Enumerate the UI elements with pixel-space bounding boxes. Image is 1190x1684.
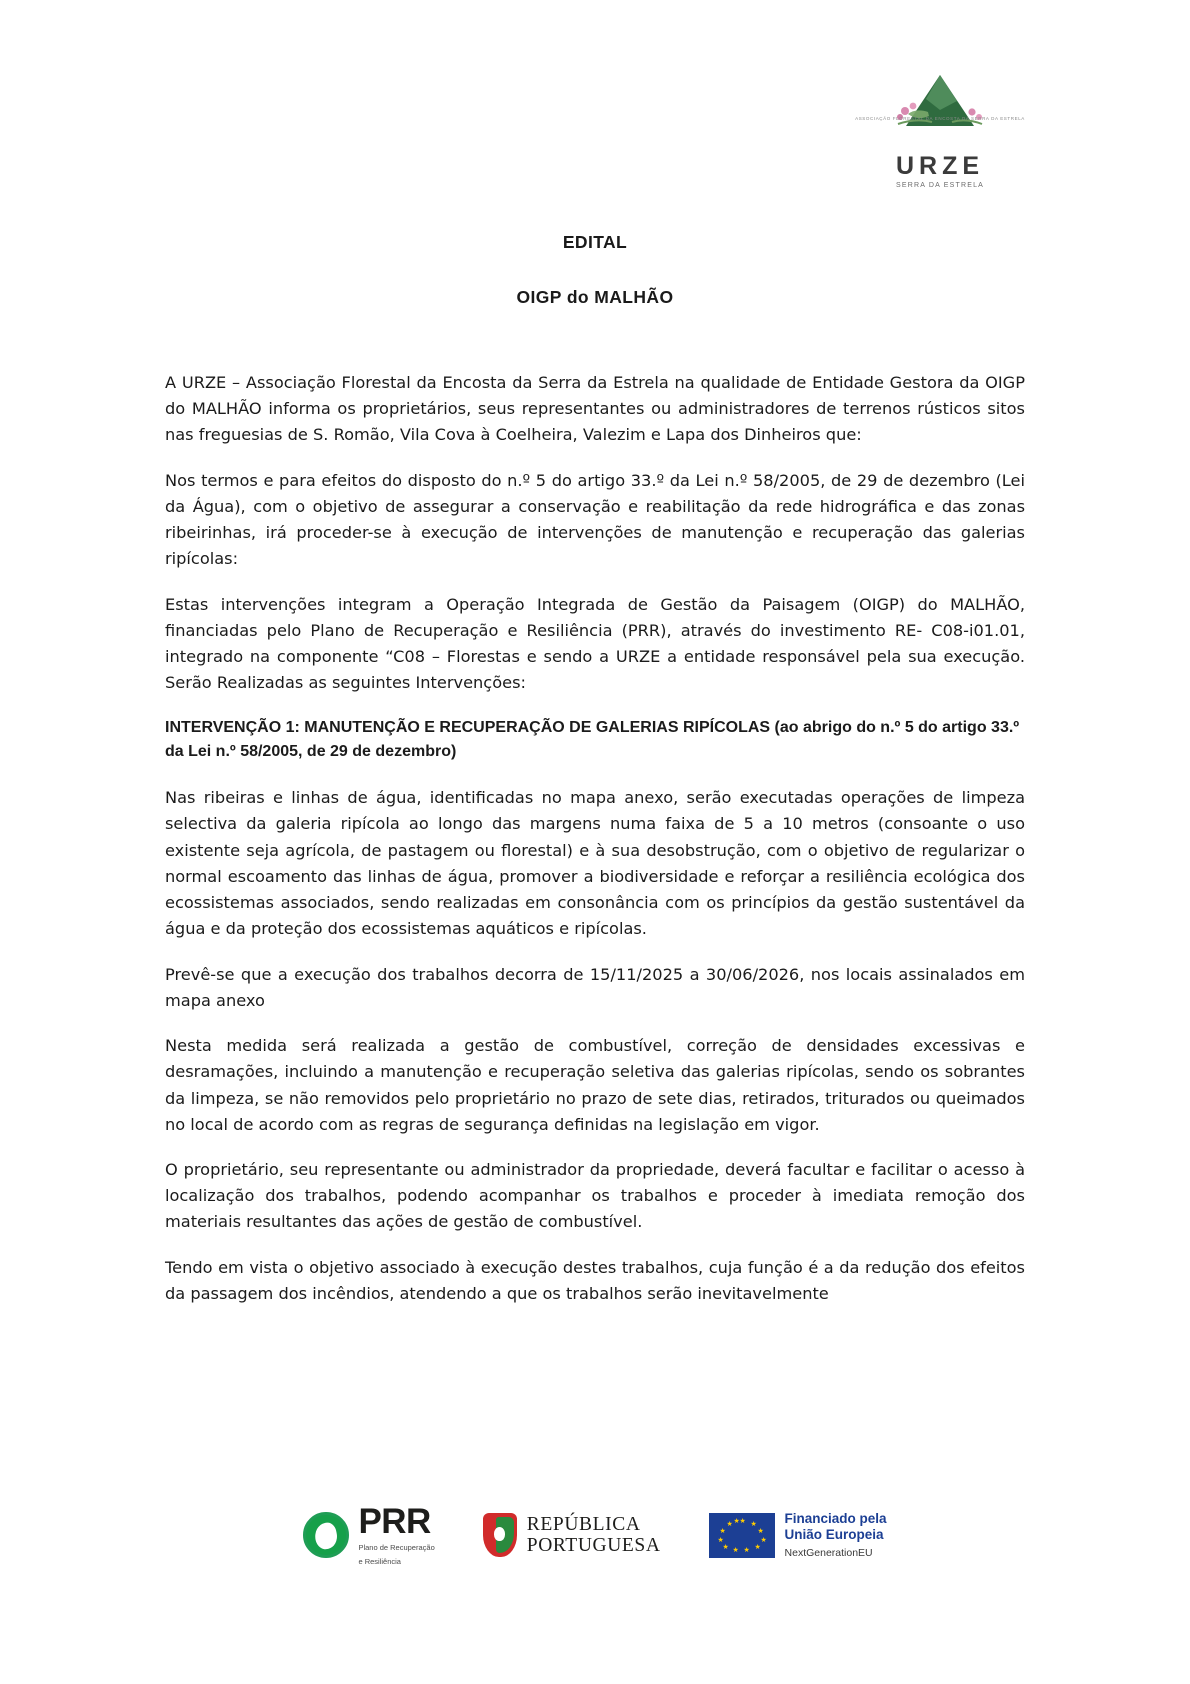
document-body bbox=[165, 370, 1025, 1307]
republica-portuguesa-logo bbox=[483, 1513, 661, 1557]
eu-funding-logo bbox=[709, 1511, 887, 1559]
shield-icon bbox=[483, 1513, 517, 1557]
paragraph: Prevê-se que a execução dos trabalhos decorra de 15/11/2025 a 30/06/2026, nos locais assinalados em mapa anexo bbox=[165, 964, 1025, 1010]
footer-logos bbox=[0, 1504, 1190, 1566]
paragraph: Estas intervenções integram a Operação Integrada de Gestão da Paisagem (OIGP) do MALHÃO, financiadas pelo Plano de Recuperação e Resiliência (PRR), através do investimento RE- C08-i01.01, integrado na componente “C08 – Florestas e sendo a URZE a entidade responsável pela sua execução. Serão Realizadas as seguintes Intervenções: bbox=[165, 594, 1025, 693]
paragraph: Nesta medida será realizada a gestão de combustível, correção de densidades excessivas e desramações, incluindo a manutenção e recuperação seletiva das galerias ripícolas, sendo os sobrantes da limpeza, se não removidos pelo proprietário no prazo de sete dias, retirados, triturados ou queimados no local de acordo com as regras de segurança definidas na legislação em vigor. bbox=[165, 1036, 1025, 1134]
paragraph: Tendo em vista o objetivo associado à execução destes trabalhos, cuja função é a da redução dos efeitos da passagem dos incêndios, atendendo a que os trabalhos serão inevitavelmente bbox=[165, 1257, 1025, 1303]
eu-flag-icon: ★ ★ ★ ★ ★ ★ ★ ★ ★ ★ ★ ★ bbox=[709, 1513, 775, 1558]
urze-wordmark: URZE bbox=[895, 152, 985, 180]
paragraph: O proprietário, seu representante ou administrador da propriedade, deverá facultar e facilitar o acesso à localização dos trabalhos, podendo acompanhar os trabalhos e proceder à imediata remoção dos materiais resultantes das ações de gestão de combustível. bbox=[165, 1159, 1025, 1232]
urze-subtitle: SERRA DA ESTRELA bbox=[895, 182, 985, 189]
eu-line1: Financiado pela bbox=[784, 1511, 887, 1527]
prr-logo bbox=[303, 1504, 434, 1566]
intervention-heading: INTERVENÇÃO 1: MANUTENÇÃO E RECUPERAÇÃO DE GALERIAS RIPÍCOLAS (ao abrigo do n.º 5 do artigo 33.º da Lei n.º 58/2005, de 29 de dezembro) bbox=[165, 718, 1020, 761]
paragraph: A URZE – Associação Florestal da Encosta da Serra da Estrela na qualidade de Entidade Gestora da OIGP do MALHÃO informa os proprietários, seus representantes ou administradores de terrenos rústicos sitos nas freguesias de S. Romão, Vila Cova à Coelheira, Valezim e Lapa dos Dinheiros que: bbox=[165, 373, 1025, 445]
prr-tagline-line2: e Resiliência bbox=[358, 1556, 401, 1566]
page-title: EDITAL bbox=[562, 232, 628, 252]
mountain-icon bbox=[888, 72, 992, 132]
prr-globe-icon bbox=[303, 1512, 349, 1558]
urze-logo bbox=[855, 70, 1025, 189]
eu-line3: NextGenerationEU bbox=[784, 1546, 873, 1559]
urze-mark bbox=[855, 70, 1025, 152]
republica-line1: REPÚBLICA bbox=[526, 1514, 641, 1536]
paragraph: Nos termos e para efeitos do disposto do n.º 5 do artigo 33.º da Lei n.º 58/2005, de 29 de dezembro (Lei da Água), com o objetivo de assegurar a conservação e reabilitação da rede hidrográfica e das zonas ribeirinhas, irá proceder-se à execução de intervenções de manutenção e recuperação das galerias ripícolas: bbox=[165, 470, 1025, 569]
paragraph: Nas ribeiras e linhas de água, identificadas no mapa anexo, serão executadas operações de limpeza selectiva da galeria ripícola ao longo das margens numa faixa de 5 a 10 metros (consoante o uso existente seja agrícola, de pastagem ou florestal) e à sua desobstrução, com o objetivo de regularizar o normal escoamento das linhas de água, promover a biodiversidade e reforçar a resiliência ecológica dos ecossistemas associados, sendo realizadas em consonância com os princípios da gestão sustentável da água e da proteção dos ecossistemas aquáticos e ripícolas. bbox=[165, 788, 1025, 939]
page-subtitle: OIGP do MALHÃO bbox=[516, 287, 674, 307]
urze-micro-text: ASSOCIAÇÃO FLORESTAL DA ENCOSTA DA SERRA DA ESTRELA bbox=[855, 116, 1025, 121]
eu-line2: União Europeia bbox=[784, 1527, 884, 1543]
prr-wordmark: PRR bbox=[358, 1502, 431, 1542]
prr-tagline-line1: Plano de Recuperação bbox=[358, 1543, 435, 1553]
republica-line2: PORTUGUESA bbox=[526, 1535, 661, 1557]
